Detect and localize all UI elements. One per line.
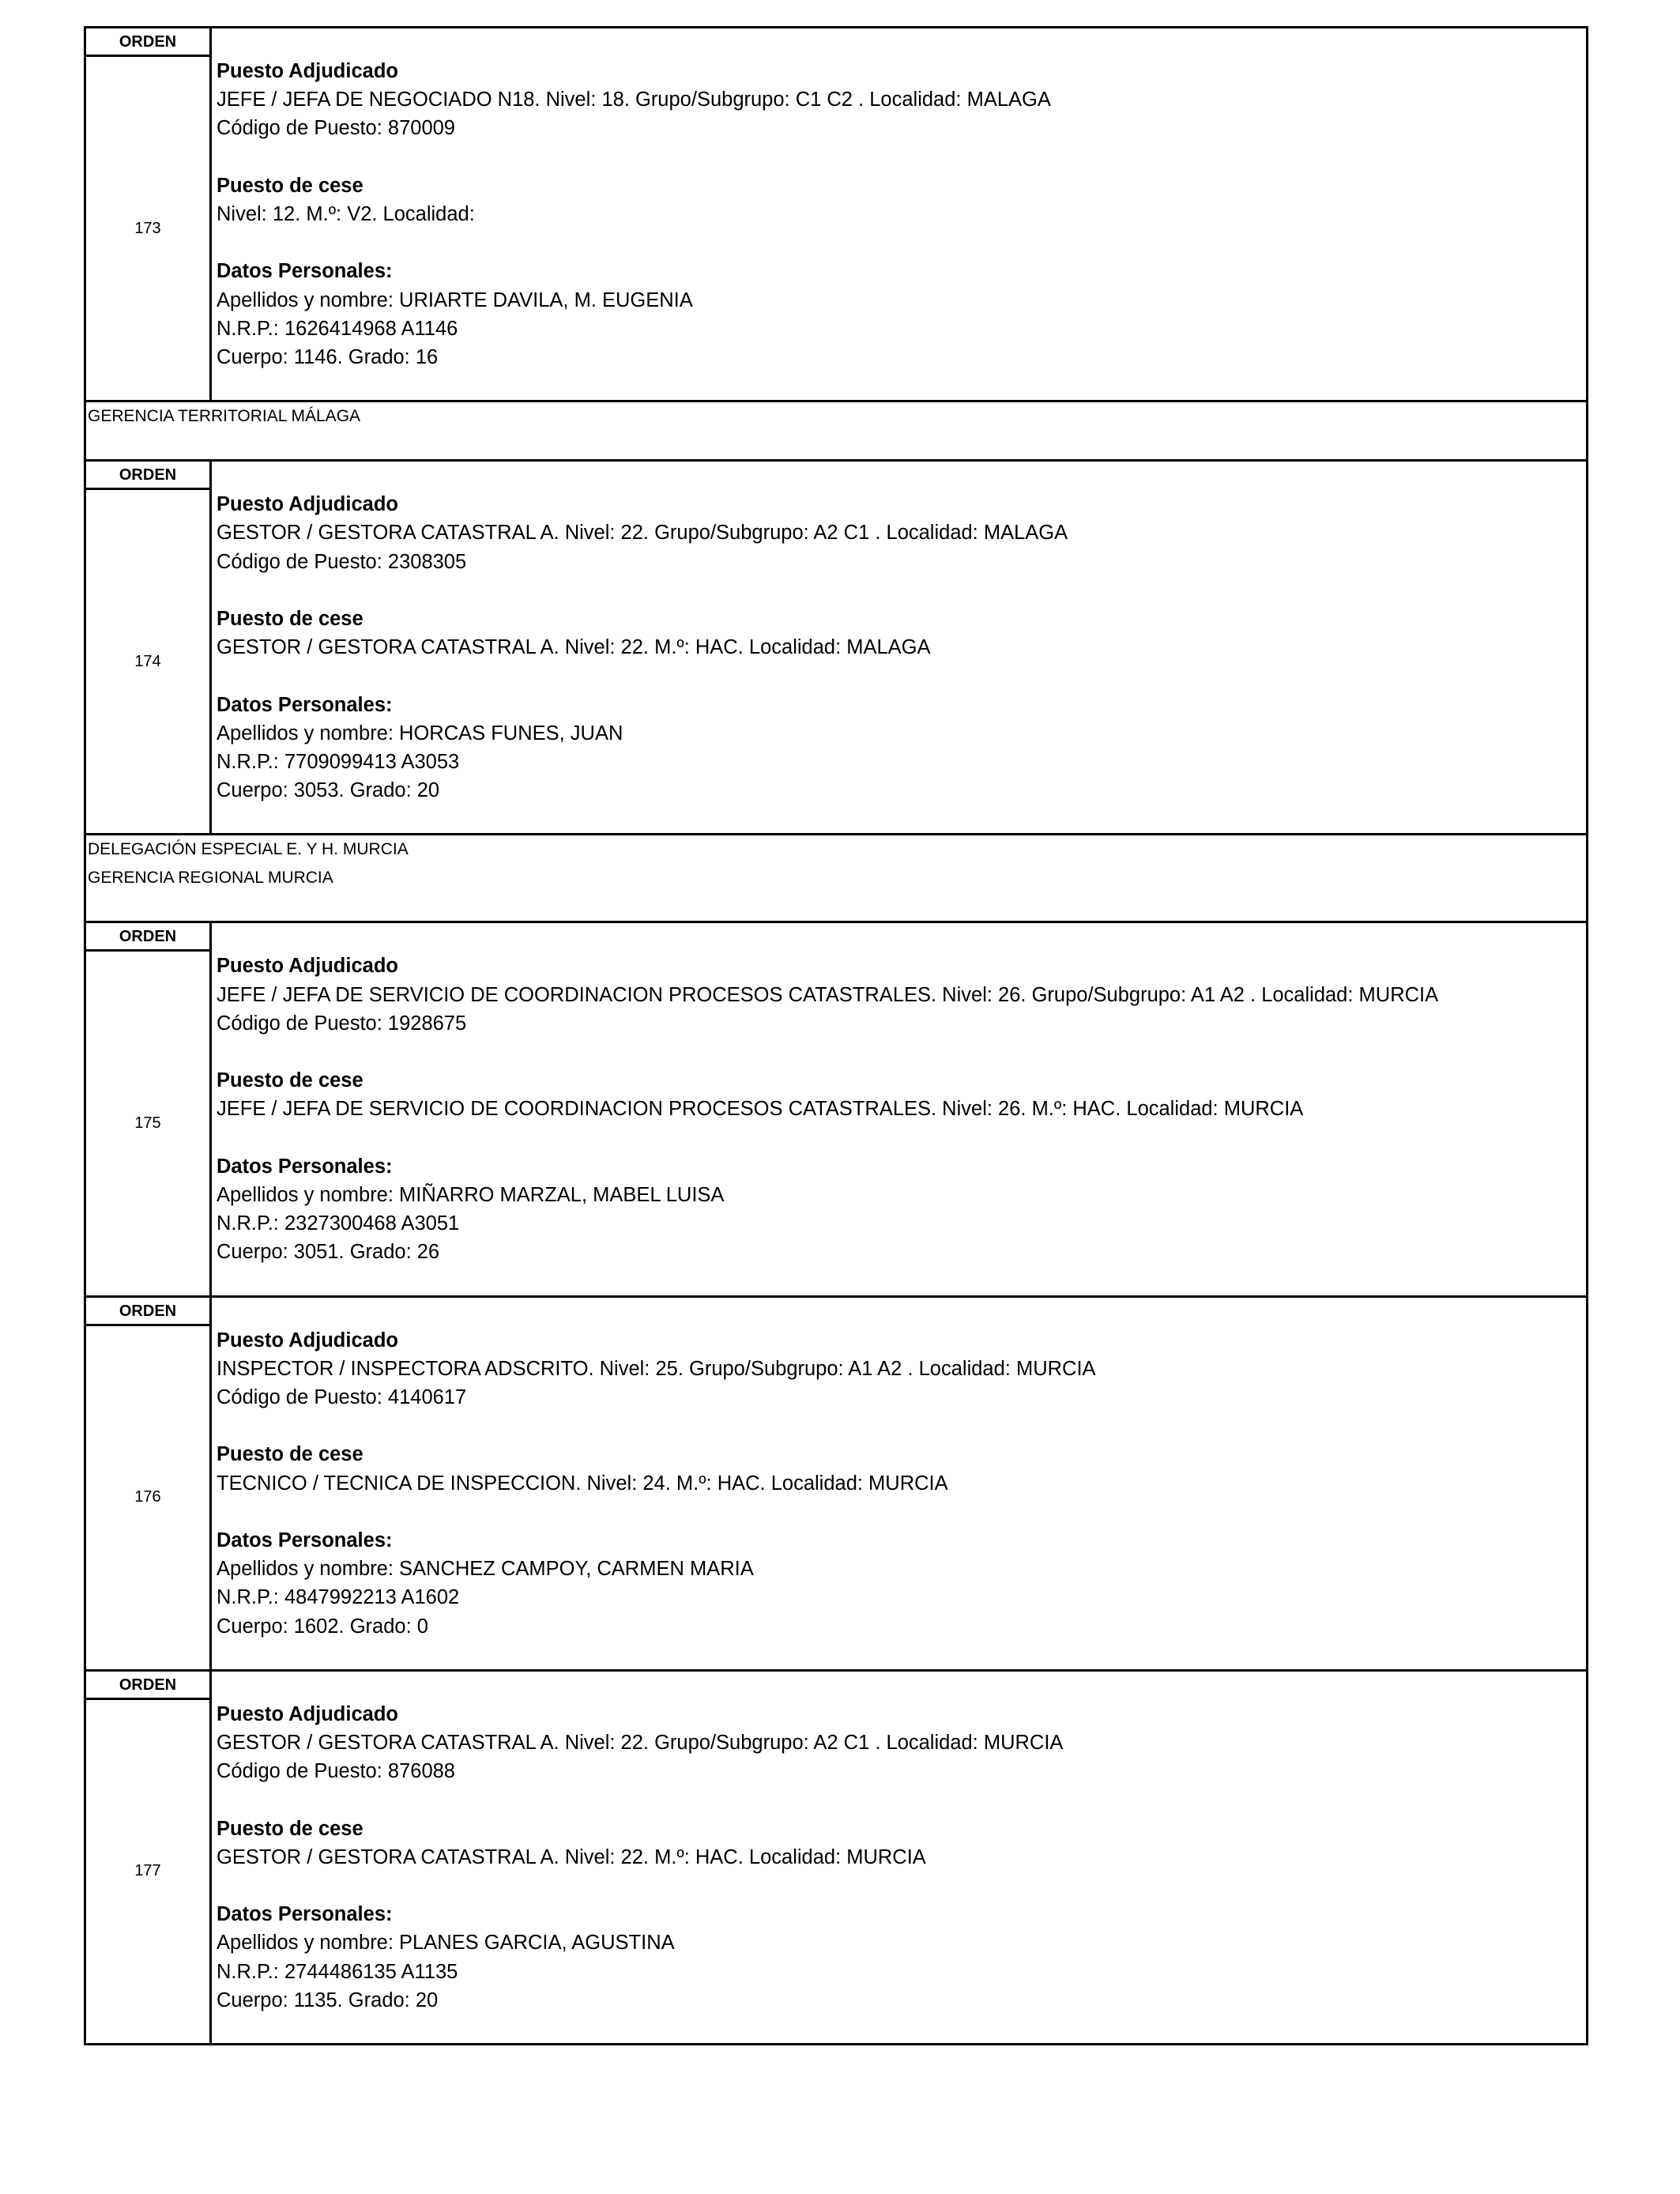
- spacer: [217, 1641, 1586, 1669]
- apellidos-nombre-text: Apellidos y nombre: PLANES GARCIA, AGUSTINA: [217, 1932, 675, 1955]
- puesto-adjudicado-text: JEFE / JEFA DE SERVICIO DE COORDINACION PROCESOS CATASTRALES. Nivel: 26. Grupo/Subgrupo: A1 A2 . Localidad: MURCIA: [217, 983, 1439, 1006]
- puesto-adjudicado-text: GESTOR / GESTORA CATASTRAL A. Nivel: 22. Grupo/Subgrupo: A2 C1 . Localidad: MALAGA: [217, 522, 1068, 545]
- organization-header-line: [88, 892, 1586, 921]
- orden-number: 177: [134, 1862, 161, 1880]
- puesto-adjudicado-heading: Puesto Adjudicado: [217, 1702, 398, 1725]
- apellidos-nombre-text: Apellidos y nombre: HORCAS FUNES, JUAN: [217, 722, 623, 745]
- entry-details: [212, 1672, 1586, 2043]
- orden-label: ORDEN: [86, 1298, 209, 1326]
- orden-label: ORDEN: [86, 1672, 209, 1700]
- spacer: [217, 1038, 1586, 1066]
- datos-personales-heading: Datos Personales:: [217, 260, 393, 283]
- entry-row: [86, 28, 1586, 402]
- spacer: [217, 371, 1586, 400]
- adjudication-table: [84, 26, 1588, 2045]
- cuerpo-grado-text: Cuerpo: 1135. Grado: 20: [217, 1989, 439, 2011]
- nrp-text: N.R.P.: 1626414968 A1146: [217, 317, 458, 340]
- puesto-cese-text: GESTOR / GESTORA CATASTRAL A. Nivel: 22. M.º: HAC. Localidad: MALAGA: [217, 636, 931, 659]
- cuerpo-grado-text: Cuerpo: 3053. Grado: 20: [217, 779, 440, 802]
- organization-header: [86, 402, 1586, 462]
- entry-details: [212, 28, 1586, 400]
- cuerpo-grado-text: Cuerpo: 3051. Grado: 26: [217, 1241, 440, 1264]
- organization-header: [86, 835, 1586, 923]
- puesto-cese-text: TECNICO / TECNICA DE INSPECCION. Nivel: 24. M.º: HAC. Localidad: MURCIA: [217, 1472, 948, 1495]
- orden-number: 175: [134, 1114, 161, 1132]
- document-page: [84, 26, 1588, 2045]
- nrp-text: N.R.P.: 2744486135 A1135: [217, 1960, 458, 1983]
- nrp-text: N.R.P.: 4847992213 A1602: [217, 1586, 460, 1609]
- puesto-cese-heading: Puesto de cese: [217, 608, 363, 630]
- entry-details: [212, 923, 1586, 1295]
- orden-cell: [86, 923, 212, 1295]
- apellidos-nombre-text: Apellidos y nombre: URIARTE DAVILA, M. EUGENIA: [217, 288, 693, 311]
- orden-number: 173: [134, 219, 161, 237]
- entry-row: [86, 462, 1586, 835]
- cuerpo-grado-text: Cuerpo: 1146. Grado: 16: [217, 346, 439, 368]
- datos-personales-heading: Datos Personales:: [217, 1529, 393, 1551]
- entry-details: [212, 462, 1586, 833]
- codigo-puesto-text: Código de Puesto: 1928675: [217, 1012, 467, 1035]
- puesto-adjudicado-heading: Puesto Adjudicado: [217, 1329, 398, 1351]
- puesto-adjudicado-heading: Puesto Adjudicado: [217, 60, 398, 82]
- orden-number: 176: [134, 1488, 161, 1506]
- orden-cell: [86, 462, 212, 833]
- spacer: [217, 1412, 1586, 1440]
- codigo-puesto-text: Código de Puesto: 870009: [217, 117, 455, 140]
- cuerpo-grado-text: Cuerpo: 1602. Grado: 0: [217, 1615, 428, 1638]
- puesto-adjudicado-heading: Puesto Adjudicado: [217, 955, 398, 978]
- datos-personales-heading: Datos Personales:: [217, 1903, 393, 1926]
- nrp-text: N.R.P.: 7709099413 A3053: [217, 751, 460, 773]
- organization-header-line: DELEGACIÓN ESPECIAL E. Y H. MURCIA: [88, 840, 409, 859]
- datos-personales-heading: Datos Personales:: [217, 693, 393, 716]
- entry-details: [212, 1298, 1586, 1669]
- spacer: [217, 805, 1586, 833]
- apellidos-nombre-text: Apellidos y nombre: SANCHEZ CAMPOY, CARMEN MARIA: [217, 1558, 754, 1581]
- codigo-puesto-text: Código de Puesto: 876088: [217, 1760, 455, 1783]
- organization-header-line: [88, 431, 1586, 459]
- entry-row: [86, 1672, 1586, 2045]
- orden-cell: [86, 28, 212, 400]
- spacer: [217, 228, 1586, 257]
- spacer: [217, 143, 1586, 172]
- orden-label: ORDEN: [86, 462, 209, 490]
- puesto-adjudicado-text: GESTOR / GESTORA CATASTRAL A. Nivel: 22. Grupo/Subgrupo: A2 C1 . Localidad: MURCIA: [217, 1732, 1064, 1755]
- puesto-cese-heading: Puesto de cese: [217, 1817, 363, 1840]
- entry-row: [86, 923, 1586, 1297]
- puesto-adjudicado-text: INSPECTOR / INSPECTORA ADSCRITO. Nivel: 25. Grupo/Subgrupo: A1 A2 . Localidad: MURCIA: [217, 1357, 1096, 1380]
- orden-cell: [86, 1298, 212, 1669]
- organization-header-line: GERENCIA TERRITORIAL MÁLAGA: [88, 407, 361, 426]
- datos-personales-heading: Datos Personales:: [217, 1155, 393, 1178]
- spacer: [217, 1498, 1586, 1526]
- organization-header-line: GERENCIA REGIONAL MURCIA: [88, 869, 333, 888]
- puesto-cese-heading: Puesto de cese: [217, 1443, 363, 1466]
- codigo-puesto-text: Código de Puesto: 4140617: [217, 1386, 467, 1409]
- codigo-puesto-text: Código de Puesto: 2308305: [217, 550, 467, 573]
- orden-number: 174: [134, 652, 161, 670]
- puesto-adjudicado-text: JEFE / JEFA DE NEGOCIADO N18. Nivel: 18. Grupo/Subgrupo: C1 C2 . Localidad: MALAGA: [217, 89, 1051, 111]
- spacer: [217, 2015, 1586, 2043]
- puesto-cese-heading: Puesto de cese: [217, 174, 363, 197]
- spacer: [217, 662, 1586, 690]
- puesto-adjudicado-heading: Puesto Adjudicado: [217, 493, 398, 516]
- orden-cell: [86, 1672, 212, 2043]
- puesto-cese-text: Nivel: 12. M.º: V2. Localidad:: [217, 203, 475, 225]
- spacer: [217, 1124, 1586, 1152]
- puesto-cese-text: GESTOR / GESTORA CATASTRAL A. Nivel: 22. M.º: HAC. Localidad: MURCIA: [217, 1845, 926, 1868]
- puesto-cese-heading: Puesto de cese: [217, 1069, 363, 1092]
- orden-label: ORDEN: [86, 923, 209, 952]
- puesto-cese-text: JEFE / JEFA DE SERVICIO DE COORDINACION PROCESOS CATASTRALES. Nivel: 26. M.º: HAC. Localidad: MURCIA: [217, 1098, 1304, 1121]
- entry-row: [86, 1298, 1586, 1672]
- apellidos-nombre-text: Apellidos y nombre: MIÑARRO MARZAL, MABEL LUISA: [217, 1184, 725, 1206]
- orden-label: ORDEN: [86, 28, 209, 57]
- spacer: [217, 1267, 1586, 1295]
- nrp-text: N.R.P.: 2327300468 A3051: [217, 1212, 460, 1235]
- spacer: [217, 576, 1586, 605]
- spacer: [217, 1785, 1586, 1814]
- spacer: [217, 1872, 1586, 1900]
